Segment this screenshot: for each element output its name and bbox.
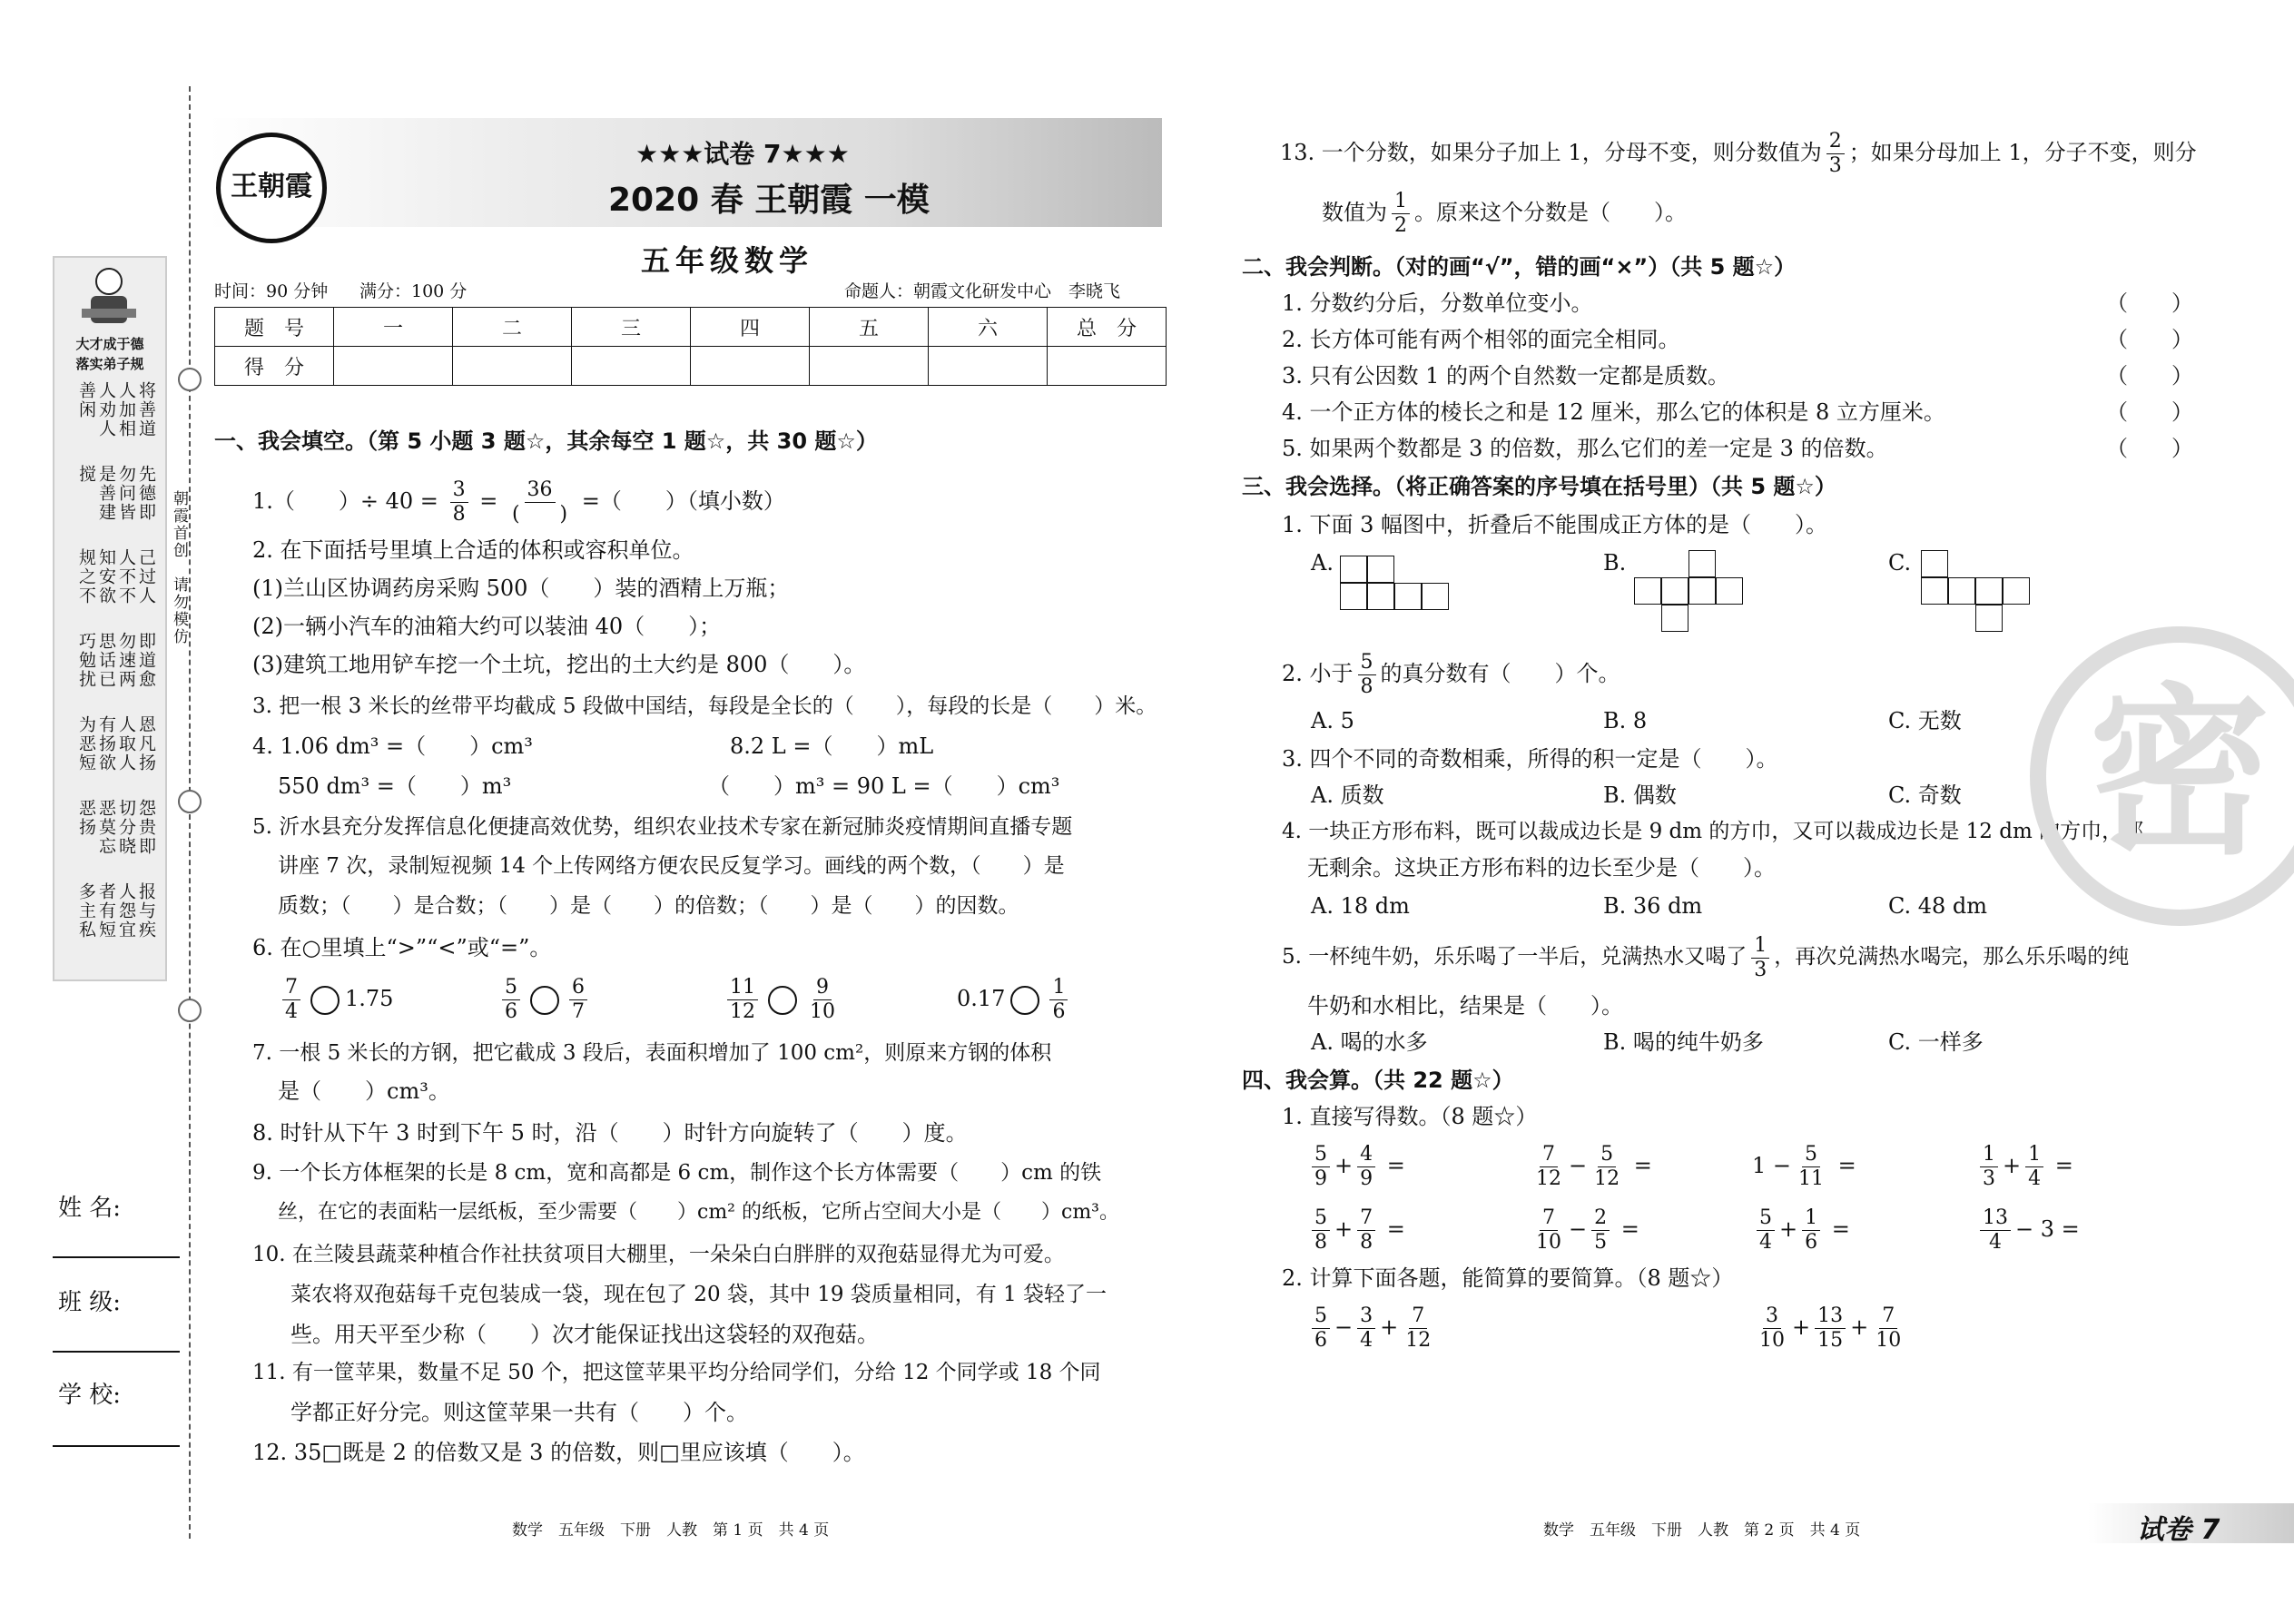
fraction: $\frac{5}{12}$ — [1594, 1143, 1620, 1190]
choice-3-opt-b[interactable]: B. 偶数 — [1603, 782, 1677, 808]
class-label: 班 级: — [58, 1289, 122, 1316]
series-label: ★★★试卷 7★★★ — [635, 139, 850, 169]
decor-knob-3 — [178, 999, 202, 1022]
score-input[interactable] — [1048, 347, 1167, 386]
choice-5-opt-b[interactable]: B. 喝的纯牛奶多 — [1603, 1029, 1764, 1055]
choice-2-opt-c[interactable]: C. 无数 — [1888, 708, 1962, 733]
calc-item: $\frac{7}{12}$ − $\frac{5}{12}$ = — [1529, 1138, 1652, 1193]
judge-5-paren[interactable]: （ ） — [2106, 436, 2193, 461]
fraction: $\frac{1}{4}$ — [2025, 1143, 2043, 1191]
question-10c: 些。用天平至少称（ ）次才能保证找出这袋轻的双孢菇。 — [290, 1322, 879, 1347]
fraction: $\frac{13}{4}$ — [1980, 1206, 2011, 1255]
fraction: $\frac{7}{8}$ — [1357, 1206, 1375, 1255]
question-9b: 丝，在它的表面粘一层纸板，至少需要（ ）cm² 的纸板，它所占空间大小是（ ）cm³。 — [278, 1201, 1119, 1224]
score-row-label: 得 分 — [215, 347, 334, 386]
question-3: 3. 把一根 3 米长的丝带平均截成 5 段做中国结，每段是全长的（ ），每段的长是（ ）米。 — [252, 694, 1157, 718]
c2-part-b: 的真分数有（ ）个。 — [1380, 661, 1620, 686]
question-4d: （ ）m³ = 90 L =（ ）cm³ — [708, 773, 1060, 799]
section-2-title: 二、我会判断。（对的画“√”，错的画“×”）（共 5 题☆） — [1242, 254, 1797, 280]
compare-circle[interactable] — [310, 986, 340, 1015]
question-6: 6. 在○里填上“>”“<”或“=”。 — [252, 935, 552, 960]
fraction: $\frac{5}{11}$ — [1798, 1143, 1825, 1190]
choice-2-opt-a[interactable]: A. 5 — [1311, 708, 1354, 733]
judge-4-paren[interactable]: （ ） — [2106, 399, 2193, 425]
question-12: 12. 35□既是 2 的倍数又是 3 的倍数，则□里应该填（ ）。 — [252, 1440, 865, 1465]
fraction: $\frac{5}{8}$ — [1358, 651, 1376, 699]
school-label: 学 校: — [58, 1382, 122, 1409]
score-table-header — [215, 308, 1167, 347]
question-13-cont — [1322, 185, 1687, 240]
question-11a: 11. 有一筐苹果，数量不足 50 个，把这筐苹果平均分给同学们，分给 12 个同学或 18 个同 — [252, 1361, 1101, 1384]
c2-part-a: 2. 小于 — [1282, 661, 1354, 686]
compare-2 — [497, 971, 592, 1026]
class-line[interactable] — [53, 1351, 180, 1353]
fraction: $\frac{5}{8}$ — [1312, 1206, 1330, 1255]
fraction: $\frac{7}{4}$ — [282, 976, 300, 1024]
score-input[interactable] — [572, 347, 691, 386]
question-2-2: (2)一辆小汽车的油箱大约可以装油 40（ ）； — [252, 614, 722, 639]
compare-4 — [957, 971, 1072, 1026]
c5-part-b: ，再次兑满热水喝完，那么乐乐喝的纯 — [1774, 945, 2130, 969]
score-cell: 五 — [810, 308, 929, 347]
score-cell: 总 分 — [1048, 308, 1167, 347]
choice-5 — [1282, 930, 2129, 984]
judge-3: 3. 只有公因数 1 的两个自然数一定都是质数。 — [1282, 363, 1730, 389]
score-cell: 二 — [453, 308, 572, 347]
judge-4: 4. 一个正方体的棱长之和是 12 厘米，那么它的体积是 8 立方厘米。 — [1282, 399, 1945, 425]
score-table-row — [215, 347, 1167, 386]
decor-knob-1 — [178, 368, 202, 391]
question-4b: 8.2 L =（ ）mL — [730, 733, 934, 759]
judge-1-paren[interactable]: （ ） — [2106, 290, 2193, 316]
judge-2-paren[interactable]: （ ） — [2106, 327, 2193, 352]
compare-circle[interactable] — [768, 986, 797, 1015]
fraction: $\frac{3}{8}$ — [450, 478, 468, 527]
score-cell: 三 — [572, 308, 691, 347]
calc-item: $\frac{1}{3}$ + $\frac{1}{4}$ = — [1975, 1138, 2073, 1193]
q13-part-b: ；如果分母加上 1，分子不变，则分 — [1848, 140, 2197, 165]
section-1-title: 一、我会填空。（第 5 小题 3 题☆，其余每空 1 题☆，共 30 题☆） — [214, 428, 878, 454]
net-a — [1340, 556, 1449, 610]
calc-item: $\frac{7}{10}$ − $\frac{2}{5}$ = — [1529, 1202, 1639, 1256]
fraction: $\frac{5}{6}$ — [502, 976, 520, 1024]
compare-3 — [723, 971, 842, 1026]
question-7a: 7. 一根 5 米长的方钢，把它截成 3 段后，表面积增加了 100 cm²，则原来方钢的体积 — [252, 1041, 1052, 1065]
choice-1-opt-b[interactable]: B. — [1603, 550, 1627, 576]
judge-1: 1. 分数约分后，分数单位变小。 — [1282, 290, 1593, 316]
choice-5c: 牛奶和水相比，结果是（ ）。 — [1307, 993, 1623, 1019]
question-4a: 4. 1.06 dm³ =（ ）cm³ — [252, 733, 533, 759]
name-label: 姓 名: — [58, 1195, 122, 1222]
page-footer-left: 数学 五年级 下册 人教 第 1 页 共 4 页 — [512, 1521, 830, 1540]
question-5c: 质数；（ ）是合数；（ ）是（ ）的倍数；（ ）是（ ）的因数。 — [278, 894, 1019, 918]
question-2-3: (3)建筑工地用铲车挖一个土坑，挖出的土大约是 800（ ）。 — [252, 652, 866, 677]
calc-item: $\frac{5}{9}$ + $\frac{4}{9}$ = — [1307, 1138, 1405, 1193]
score-cell: 六 — [929, 308, 1048, 347]
net-c — [1921, 550, 2030, 634]
fraction: $\frac{1}{6}$ — [1049, 976, 1068, 1024]
school-line[interactable] — [53, 1445, 180, 1447]
question-4c: 550 dm³ =（ ）m³ — [278, 773, 512, 799]
brand-title: 2020 春 王朝霞 一模 — [608, 182, 930, 219]
motto-col-3: 己过人人不不知安欲规之不 — [76, 548, 156, 605]
question-2: 2. 在下面括号里填上合适的体积或容积单位。 — [252, 537, 694, 563]
judge-5: 5. 如果两个数都是 3 的倍数，那么它们的差一定是 3 的倍数。 — [1282, 436, 1888, 461]
choice-5-opt-c[interactable]: C. 一样多 — [1888, 1029, 1984, 1055]
fraction: $\frac{1}{3}$ — [1751, 934, 1769, 982]
fraction: $\frac{9}{10}$ — [810, 976, 835, 1023]
c5-part-a: 5. 一杯纯牛奶，乐乐喝了一半后，兑满热水又喝了 — [1282, 945, 1748, 969]
fraction: $\frac{13}{15}$ — [1815, 1304, 1846, 1353]
choice-3-opt-a[interactable]: A. 质数 — [1311, 782, 1384, 808]
page-footer-right: 数学 五年级 下册 人教 第 2 页 共 4 页 — [1543, 1521, 1861, 1540]
judge-3-paren[interactable]: （ ） — [2106, 363, 2193, 389]
calc-item: $\frac{5}{4}$ + $\frac{1}{6}$ = — [1752, 1202, 1850, 1256]
choice-4-opt-c[interactable]: C. 48 dm — [1888, 893, 1988, 919]
motto-top: 大才成于德 — [75, 336, 144, 352]
section-3-title: 三、我会选择。（将正确答案的序号填在括号里）（共 5 题☆） — [1242, 474, 1836, 499]
q1-part-a: 1.（ ）÷ 40 = — [252, 488, 438, 514]
question-9a: 9. 一个长方体框架的长是 8 cm，宽和高都是 6 cm，制作这个长方体需要（ ）cm 的铁 — [252, 1161, 1102, 1185]
motto-col-1: 将善道人加相人劝人善闲 — [76, 381, 156, 438]
score-cell: 题 号 — [215, 308, 334, 347]
choice-2-opt-b[interactable]: B. 8 — [1603, 708, 1648, 733]
score-input[interactable] — [810, 347, 929, 386]
calc-1-title: 1. 直接写得数。（8 题☆） — [1282, 1104, 1538, 1129]
fraction: $\frac{5}{9}$ — [1312, 1143, 1330, 1191]
fraction: $\frac{3}{4}$ — [1357, 1304, 1375, 1353]
calc-2-title: 2. 计算下面各题，能简算的要简算。（8 题☆） — [1282, 1265, 1734, 1291]
choice-1: 1. 下面 3 幅图中，折叠后不能围成正方体的是（ ）。 — [1282, 512, 1828, 537]
score-cell: 四 — [691, 308, 810, 347]
score-table — [214, 307, 1167, 386]
choice-3-opt-c[interactable]: C. 奇数 — [1888, 782, 1962, 808]
judge-2: 2. 长方体可能有两个相邻的面完全相同。 — [1282, 327, 1680, 352]
q13-part-c: 数值为 — [1322, 200, 1387, 225]
question-11b: 学都正好分完。则这筐苹果一共有（ ）个。 — [290, 1400, 748, 1425]
choice-4a: 4. 一块正方形布料，既可以裁成边长是 9 dm 的方巾，又可以裁成边长是 12 dm 的方巾，都 — [1282, 820, 2144, 843]
author-info: 命题人：朝霞文化研发中心 李晓飞 — [844, 281, 1121, 301]
motto-col-7: 报与疾人怨宜者有短多主私 — [76, 882, 156, 940]
motto-col-6: 怨贵即切分晓恶莫忘恶扬 — [76, 799, 156, 856]
fraction: $\frac{1}{3}$ — [1980, 1143, 1998, 1191]
q13-part-d: 。原来这个分数是（ ）。 — [1414, 200, 1687, 225]
fraction: $\frac{2}{5}$ — [1591, 1206, 1610, 1255]
name-line[interactable] — [53, 1256, 180, 1258]
compare-1 — [278, 971, 393, 1026]
score-input[interactable] — [334, 347, 453, 386]
decor-knob-2 — [178, 790, 202, 813]
fraction: $\frac{7}{12}$ — [1405, 1304, 1432, 1352]
fraction: $\frac{7}{10}$ — [1876, 1304, 1902, 1352]
calc-item: 1 − $\frac{5}{11}$ = — [1752, 1143, 1856, 1190]
score-cell: 一 — [334, 308, 453, 347]
question-7b: 是（ ）cm³。 — [278, 1078, 450, 1104]
secret-stamp — [2030, 626, 2294, 926]
score-info: 满分：100 分 — [359, 281, 468, 301]
q1-part-c: =（ ）（填小数） — [581, 488, 785, 514]
fraction: $\frac{6}{7}$ — [569, 976, 587, 1024]
motto-col-5: 恩凡扬人取人有扬欲为恶短 — [76, 715, 156, 773]
brand-logo — [216, 133, 327, 243]
score-input[interactable] — [929, 347, 1048, 386]
choice-4-opt-a[interactable]: A. 18 dm — [1311, 893, 1410, 919]
question-1 — [252, 474, 785, 528]
fraction: $\frac{4}{9}$ — [1357, 1143, 1375, 1191]
fraction: $\frac{1}{6}$ — [1802, 1206, 1820, 1255]
motto-col-2: 先德即勿问皆是善建搅 — [76, 465, 156, 522]
fraction: $\frac{1}{2}$ — [1392, 190, 1410, 238]
section-4-title: 四、我会算。（共 22 题☆） — [1242, 1068, 1514, 1093]
question-10b: 菜农将双孢菇每千克包装成一袋，现在包了 20 袋，其中 19 袋质量相同，有 1 袋轻了一 — [290, 1283, 1108, 1306]
subject-title: 五年级数学 — [641, 243, 814, 278]
fraction: $\frac{5}{4}$ — [1757, 1206, 1775, 1255]
choice-4-opt-b[interactable]: B. 36 dm — [1603, 893, 1703, 919]
question-8: 8. 时针从下午 3 时到下午 5 时，沿（ ）时针方向旋转了（ ）度。 — [252, 1120, 968, 1146]
fraction: $\frac{11}{12}$ — [727, 976, 758, 1024]
score-input[interactable] — [453, 347, 572, 386]
choice-5-opt-a[interactable]: A. 喝的水多 — [1311, 1029, 1428, 1055]
time-info: 时间：90 分钟 — [214, 281, 329, 301]
seal-note: 朝霞首创 请勿模仿 — [170, 490, 188, 645]
net-b — [1634, 550, 1770, 634]
choice-2 — [1282, 646, 1620, 701]
motto-columns — [65, 381, 156, 971]
calc-item: $\frac{3}{10}$ + $\frac{13}{15}$ + $\frac{7}{10}$ — [1752, 1300, 1908, 1354]
question-2-1: (1)兰山区协调药房采购 500（ ）装的酒精上万瓶； — [252, 576, 790, 601]
compare-circle[interactable] — [1010, 986, 1039, 1015]
fraction: $\frac{2}{3}$ — [1826, 130, 1845, 178]
q1-part-b: = — [479, 488, 498, 514]
fraction: $\frac{7}{12}$ — [1536, 1143, 1561, 1190]
motto-bottom: 落实弟子规 — [75, 356, 144, 372]
choice-1-opt-a[interactable]: A. — [1311, 550, 1334, 576]
compare-circle[interactable] — [530, 986, 559, 1015]
calc-item: $\frac{5}{8}$ + $\frac{7}{8}$ = — [1307, 1202, 1405, 1256]
choice-3: 3. 四个不同的奇数相乘，所得的积一定是（ ）。 — [1282, 746, 1778, 772]
fraction: $\frac{5}{6}$ — [1312, 1304, 1330, 1353]
mascot-figure — [64, 261, 154, 334]
fraction: $\frac{36}{( )}$ — [511, 478, 568, 526]
question-13 — [1280, 125, 2197, 180]
stamp-char: 密 — [2088, 668, 2270, 880]
score-input[interactable] — [691, 347, 810, 386]
compare-value: 1.75 — [345, 986, 394, 1011]
compare-value: 0.17 — [957, 986, 1006, 1011]
question-5a: 5. 沂水县充分发挥信息化便捷高效优势，组织农业技术专家在新冠肺炎疫情期间直播专题 — [252, 815, 1073, 839]
logo-text: 王朝霞 — [231, 171, 312, 202]
q13-part-a: 13. 一个分数，如果分子加上 1，分母不变，则分数值为 — [1280, 140, 1822, 165]
question-5b: 讲座 7 次，录制短视频 14 个上传网络方便农民反复学习。画线的两个数，（ ）是 — [278, 854, 1065, 878]
choice-4b: 无剩余。这块正方形布料的边长至少是（ ）。 — [1307, 855, 1776, 881]
calc-item: $\frac{13}{4}$ − 3 = — [1975, 1202, 2080, 1256]
fraction: $\frac{7}{10}$ — [1536, 1206, 1561, 1254]
fraction: $\frac{3}{10}$ — [1759, 1304, 1785, 1352]
choice-1-opt-c[interactable]: C. — [1888, 550, 1912, 576]
corner-tag: 试卷 7 — [2137, 1514, 2220, 1546]
question-10a: 10. 在兰陵县蔬菜种植合作社扶贫项目大棚里，一朵朵白白胖胖的双孢菇显得尤为可爱。 — [252, 1243, 1065, 1266]
calc-item: $\frac{5}{6}$ − $\frac{3}{4}$ + $\frac{7}{12}$ — [1307, 1300, 1438, 1354]
motto-col-4: 即道愈勿速两思话已巧勉扰 — [76, 632, 156, 689]
